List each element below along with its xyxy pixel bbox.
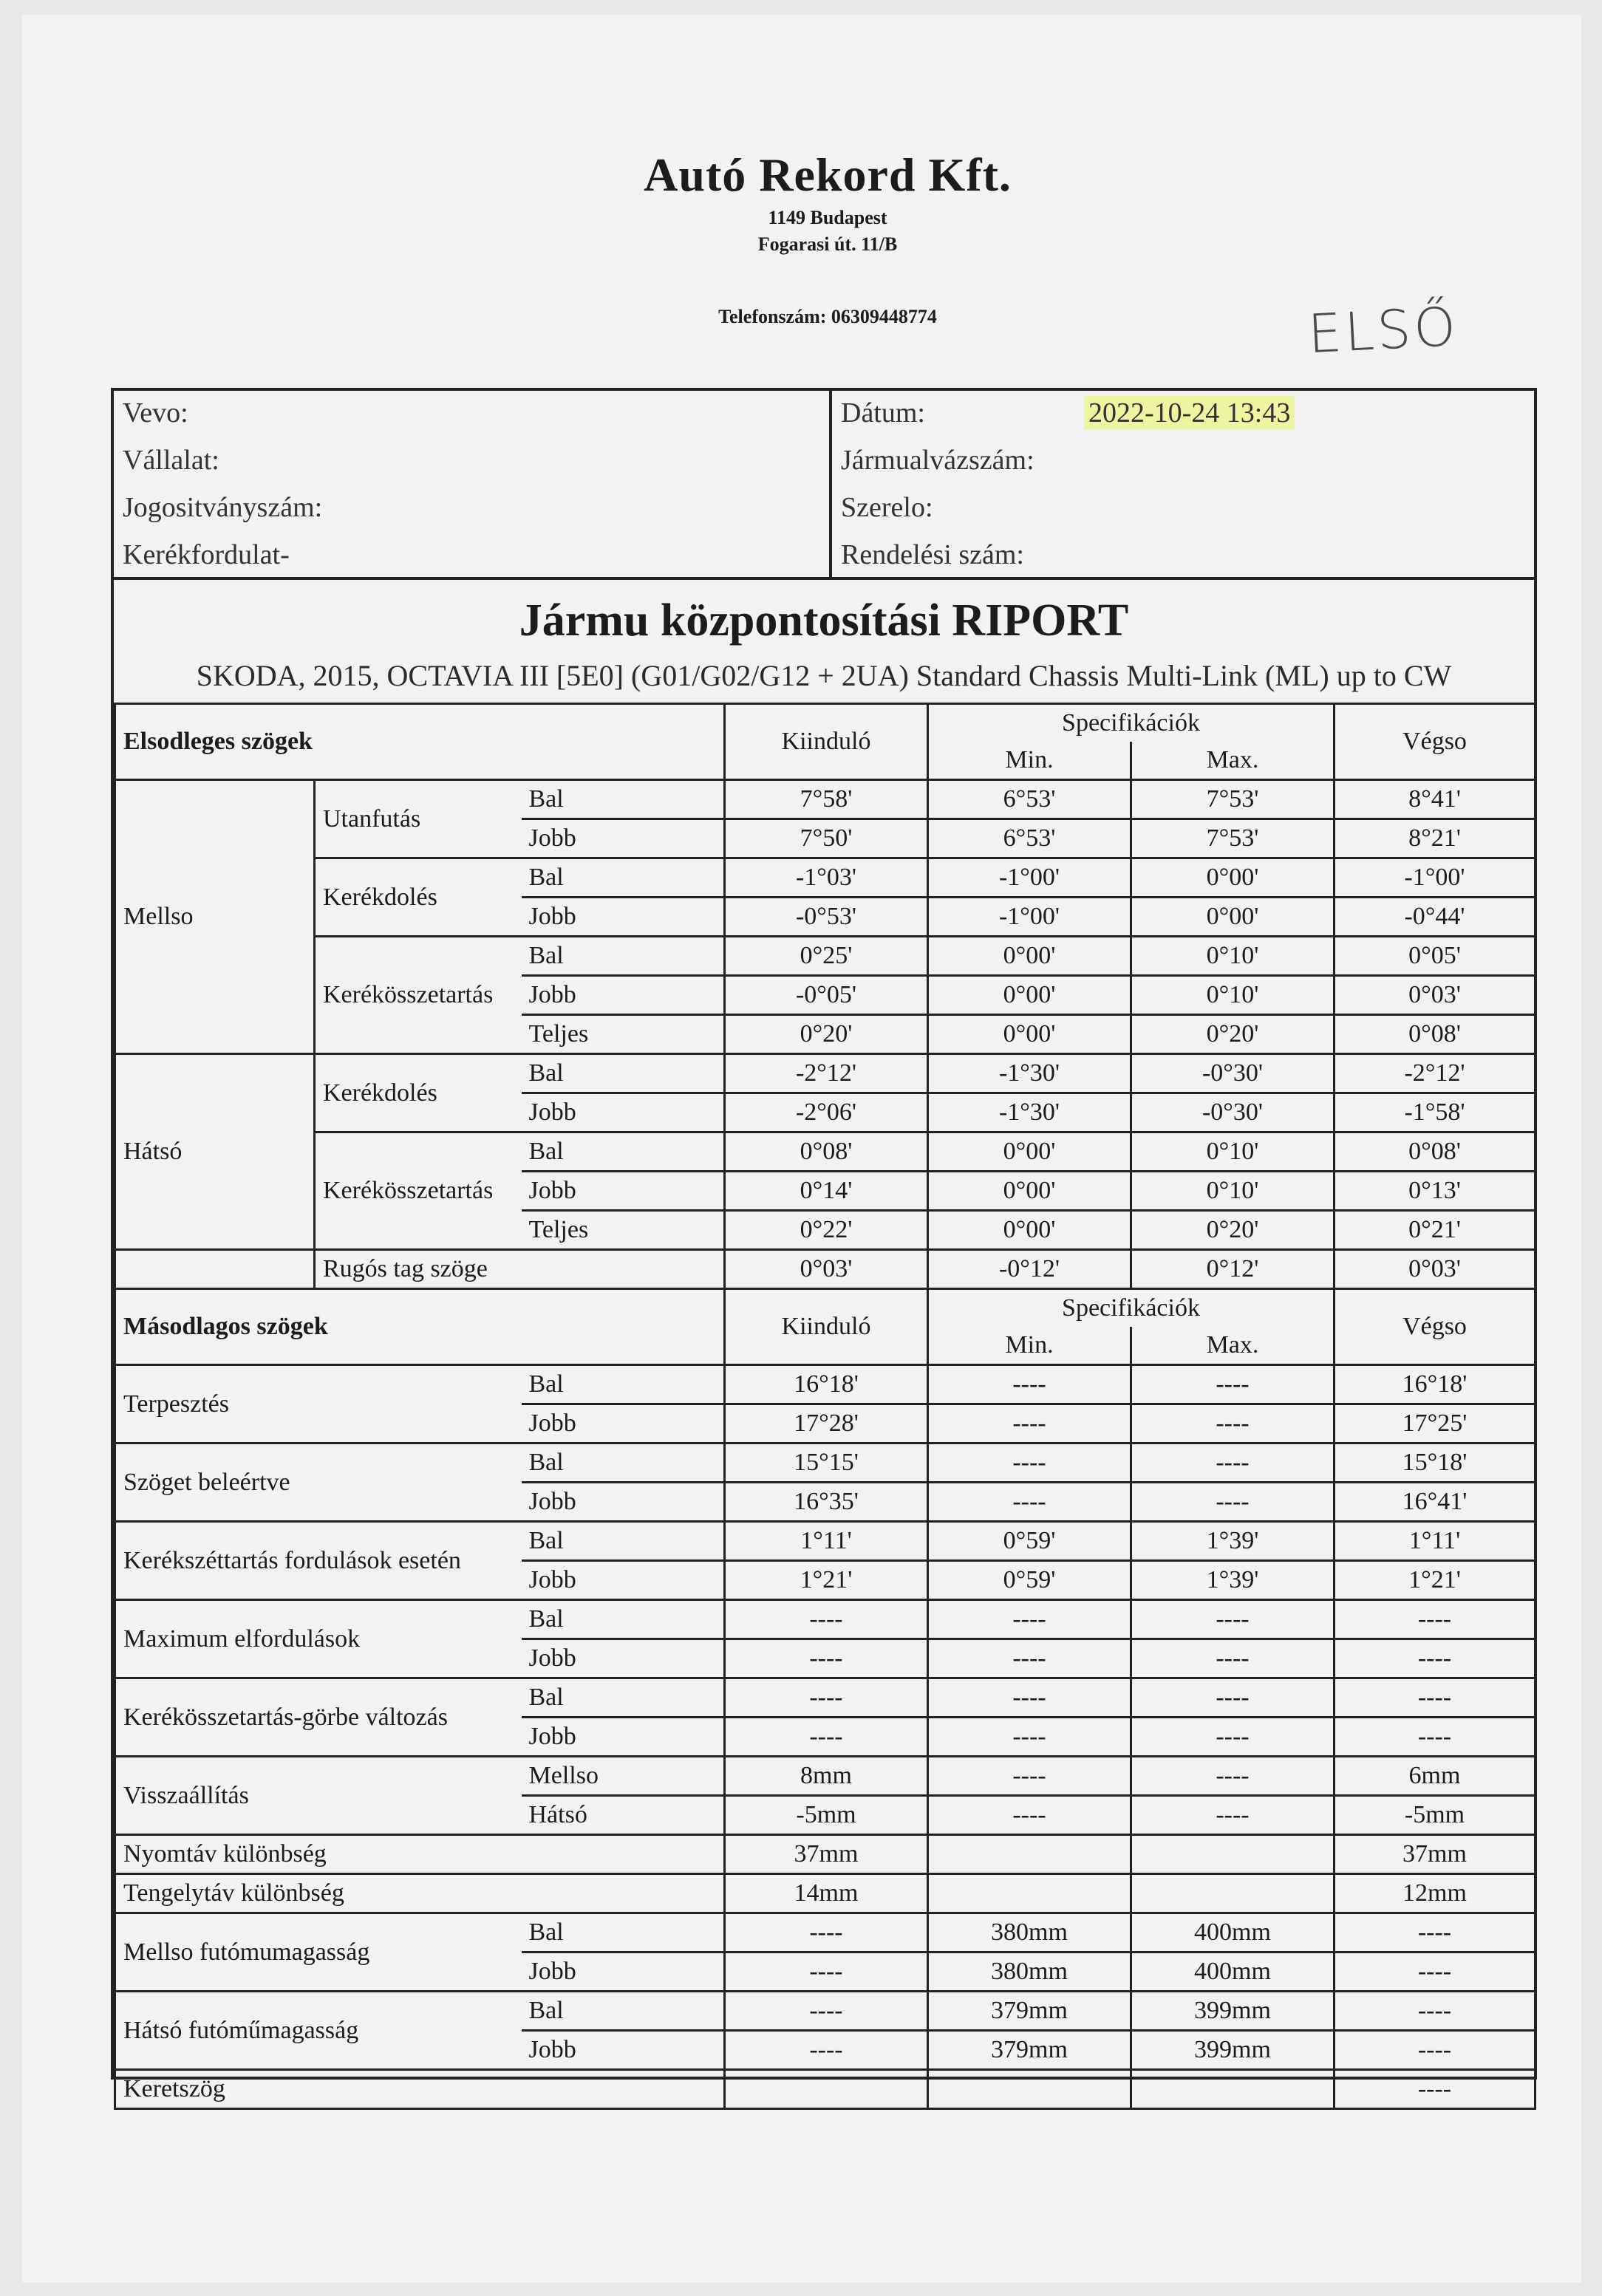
value-kiindulo: -0°53' xyxy=(725,898,928,937)
axle-label-mellso: Mellso xyxy=(115,780,315,1054)
value-vegso: 0°03' xyxy=(1335,1250,1535,1289)
value-max: 0°12' xyxy=(1131,1250,1335,1289)
secondary-row xyxy=(115,1757,1535,1796)
value-vegso: 0°05' xyxy=(1335,937,1535,976)
header-row xyxy=(115,1289,1535,1328)
company-city: 1149 Budapest xyxy=(768,207,887,228)
value-max: ---- xyxy=(1131,1483,1335,1522)
value-max: 400mm xyxy=(1131,1913,1335,1952)
value-max: ---- xyxy=(1131,1404,1335,1443)
value-min: ---- xyxy=(928,1678,1131,1718)
side-label: Bal xyxy=(522,1522,725,1561)
side-label: Jobb xyxy=(522,1718,725,1757)
value-vegso: 0°13' xyxy=(1335,1172,1535,1211)
value-min: 379mm xyxy=(928,2031,1131,2070)
company-phone: Telefonszám: 06309448774 xyxy=(718,306,937,327)
value-max xyxy=(1131,1835,1335,1874)
primary-row xyxy=(115,858,1535,898)
value-kiindulo: -2°06' xyxy=(725,1093,928,1132)
side-label: Bal xyxy=(522,1054,725,1093)
value-min: ---- xyxy=(928,1718,1131,1757)
value-kiindulo: 16°18' xyxy=(725,1365,928,1404)
value-max: -0°30' xyxy=(1131,1093,1335,1132)
value-kiindulo: 1°21' xyxy=(725,1561,928,1600)
value-vegso: ---- xyxy=(1335,1639,1535,1678)
measure-label: Tengelytáv különbség xyxy=(115,1874,522,1913)
value-kiindulo: ---- xyxy=(725,1952,928,1992)
value-min: ---- xyxy=(928,1365,1131,1404)
value-kiindulo: ---- xyxy=(725,1913,928,1952)
value-kiindulo: ---- xyxy=(725,1678,928,1718)
value-kiindulo: 0°25' xyxy=(725,937,928,976)
value-max: 0°10' xyxy=(1131,1172,1335,1211)
field-rendelesi: Rendelési szám: xyxy=(841,539,1024,570)
value-vegso: 12mm xyxy=(1335,1874,1535,1913)
value-max xyxy=(1131,1874,1335,1913)
side-label: Jobb xyxy=(522,1561,725,1600)
value-vegso: ---- xyxy=(1335,1952,1535,1992)
col-header-kiindulo: Kiinduló xyxy=(725,1289,928,1365)
axle-label-hatso: Hátsó xyxy=(115,1054,315,1250)
side-label: Hátsó xyxy=(522,1796,725,1835)
report-title: Jármu központosítási RIPORT xyxy=(519,595,1129,646)
value-max: ---- xyxy=(1131,1443,1335,1483)
field-szerelo: Szerelo: xyxy=(841,492,933,523)
side-label: Bal xyxy=(522,1678,725,1718)
value-min: 379mm xyxy=(928,1992,1131,2031)
measure-label: Nyomtáv különbség xyxy=(115,1835,522,1874)
value-min: 0°59' xyxy=(928,1522,1131,1561)
measure-label: Visszaállítás xyxy=(115,1757,522,1835)
value-max: 0°10' xyxy=(1131,976,1335,1015)
side-label: Teljes xyxy=(522,1211,725,1250)
value-kiindulo: 0°08' xyxy=(725,1132,928,1172)
value-min: -1°00' xyxy=(928,898,1131,937)
value-min: 0°00' xyxy=(928,1211,1131,1250)
value-max: 1°39' xyxy=(1131,1522,1335,1561)
datum-label: Dátum: xyxy=(841,397,925,428)
measure-label: Szöget beleértve xyxy=(115,1443,522,1522)
value-max: ---- xyxy=(1131,1718,1335,1757)
value-kiindulo: ---- xyxy=(725,2031,928,2070)
field-datum xyxy=(832,391,1534,438)
value-vegso: ---- xyxy=(1335,1678,1535,1718)
secondary-row xyxy=(115,1443,1535,1483)
side-label: Jobb xyxy=(522,1093,725,1132)
group-label: Kerékdolés xyxy=(315,1054,522,1132)
value-kiindulo: 8mm xyxy=(725,1757,928,1796)
value-vegso: 0°08' xyxy=(1335,1132,1535,1172)
value-kiindulo: 0°22' xyxy=(725,1211,928,1250)
value-max: 7°53' xyxy=(1131,819,1335,858)
side-label: Bal xyxy=(522,858,725,898)
value-vegso: 0°21' xyxy=(1335,1211,1535,1250)
value-max: 0°20' xyxy=(1131,1015,1335,1054)
side-label: Jobb xyxy=(522,1639,725,1678)
value-min: 0°00' xyxy=(928,937,1131,976)
handwritten-note: ELSŐ xyxy=(1306,295,1461,366)
field-vevo: Vevo: xyxy=(123,397,188,428)
side-label: Jobb xyxy=(522,2031,725,2070)
field-kerekfordulat: Kerékfordulat- xyxy=(123,539,290,570)
value-kiindulo: 7°50' xyxy=(725,819,928,858)
value-kiindulo: ---- xyxy=(725,1639,928,1678)
value-vegso: 1°11' xyxy=(1335,1522,1535,1561)
value-max: ---- xyxy=(1131,1796,1335,1835)
value-max: 0°00' xyxy=(1131,898,1335,937)
value-min: ---- xyxy=(928,1600,1131,1639)
group-label: Utanfutás xyxy=(315,780,522,858)
value-max: 400mm xyxy=(1131,1952,1335,1992)
primary-row xyxy=(115,937,1535,976)
value-min: 6°53' xyxy=(928,780,1131,819)
value-kiindulo: -0°05' xyxy=(725,976,928,1015)
value-min: -1°30' xyxy=(928,1093,1131,1132)
measure-label: Hátsó futóműmagasság xyxy=(115,1992,522,2070)
value-vegso: 16°18' xyxy=(1335,1365,1535,1404)
side-label: Jobb xyxy=(522,898,725,937)
value-vegso: ---- xyxy=(1335,2070,1535,2109)
value-kiindulo xyxy=(725,2070,928,2109)
value-vegso: 8°21' xyxy=(1335,819,1535,858)
secondary-row xyxy=(115,1874,1535,1913)
side-label: Teljes xyxy=(522,1015,725,1054)
value-max: 399mm xyxy=(1131,2031,1335,2070)
value-min: 380mm xyxy=(928,1913,1131,1952)
secondary-row xyxy=(115,1365,1535,1404)
measure-label: Kerékszéttartás fordulások esetén xyxy=(115,1522,522,1600)
value-vegso: -1°00' xyxy=(1335,858,1535,898)
side-label: Mellso xyxy=(522,1757,725,1796)
side-label xyxy=(522,1835,725,1874)
value-kiindulo: 37mm xyxy=(725,1835,928,1874)
side-label xyxy=(522,2070,725,2109)
alignment-table xyxy=(114,703,1536,2110)
measure-label: Mellso futómumagasság xyxy=(115,1913,522,1992)
primary-row xyxy=(115,1132,1535,1172)
side-label: Jobb xyxy=(522,819,725,858)
side-label: Bal xyxy=(522,1443,725,1483)
value-kiindulo: 7°58' xyxy=(725,780,928,819)
value-max: ---- xyxy=(1131,1365,1335,1404)
value-min: 6°53' xyxy=(928,819,1131,858)
secondary-row xyxy=(115,1835,1535,1874)
value-vegso: ---- xyxy=(1335,1600,1535,1639)
measure-label: Keretszög xyxy=(115,2070,522,2109)
measure-label: Maximum elfordulások xyxy=(115,1600,522,1678)
group-label: Kerékösszetartás xyxy=(315,1132,522,1250)
value-max: ---- xyxy=(1131,1757,1335,1796)
value-min: -1°00' xyxy=(928,858,1131,898)
measure-label: Kerékösszetartás-görbe változás xyxy=(115,1678,522,1757)
group-label: Kerékdolés xyxy=(315,858,522,937)
value-vegso: ---- xyxy=(1335,1992,1535,2031)
value-min xyxy=(928,1835,1131,1874)
side-label: Bal xyxy=(522,1913,725,1952)
value-kiindulo: 15°15' xyxy=(725,1443,928,1483)
field-vallalat: Vállalat: xyxy=(123,445,219,476)
value-max: ---- xyxy=(1131,1600,1335,1639)
value-max: 0°20' xyxy=(1131,1211,1335,1250)
value-kiindulo: 0°14' xyxy=(725,1172,928,1211)
value-vegso: 0°03' xyxy=(1335,976,1535,1015)
side-label: Bal xyxy=(522,780,725,819)
paper-sheet xyxy=(22,15,1581,2283)
value-min xyxy=(928,1874,1131,1913)
value-vegso: 6mm xyxy=(1335,1757,1535,1796)
value-min: 0°00' xyxy=(928,1172,1131,1211)
value-min: 0°59' xyxy=(928,1561,1131,1600)
group-label: Rugós tag szöge xyxy=(315,1250,725,1289)
value-kiindulo: ---- xyxy=(725,1600,928,1639)
value-min: ---- xyxy=(928,1404,1131,1443)
primary-row xyxy=(115,780,1535,819)
secondary-section-title: Másodlagos szögek xyxy=(115,1289,725,1365)
value-min xyxy=(928,2070,1131,2109)
header-row xyxy=(115,704,1535,742)
customer-header xyxy=(114,391,1534,580)
value-kiindulo: 1°11' xyxy=(725,1522,928,1561)
value-kiindulo: -5mm xyxy=(725,1796,928,1835)
value-kiindulo: 14mm xyxy=(725,1874,928,1913)
secondary-row xyxy=(115,2070,1535,2109)
secondary-row xyxy=(115,1600,1535,1639)
secondary-row xyxy=(115,1913,1535,1952)
value-kiindulo: 0°20' xyxy=(725,1015,928,1054)
vehicle-description: SKODA, 2015, OCTAVIA III [5E0] (G01/G02/G12 + 2UA) Standard Chassis Multi-Link (ML) up to CW xyxy=(196,659,1452,692)
value-kiindulo: 17°28' xyxy=(725,1404,928,1443)
value-min: 0°00' xyxy=(928,1132,1131,1172)
value-vegso: ---- xyxy=(1335,1718,1535,1757)
value-vegso: 16°41' xyxy=(1335,1483,1535,1522)
value-kiindulo: ---- xyxy=(725,1992,928,2031)
side-label: Jobb xyxy=(522,976,725,1015)
value-max: 399mm xyxy=(1131,1992,1335,2031)
value-max: 0°10' xyxy=(1131,937,1335,976)
value-vegso: 37mm xyxy=(1335,1835,1535,1874)
value-max: 0°00' xyxy=(1131,858,1335,898)
value-max: -0°30' xyxy=(1131,1054,1335,1093)
value-vegso: 15°18' xyxy=(1335,1443,1535,1483)
value-min: ---- xyxy=(928,1796,1131,1835)
value-min: ---- xyxy=(928,1443,1131,1483)
side-label xyxy=(522,1874,725,1913)
side-label: Bal xyxy=(522,937,725,976)
customer-fields xyxy=(114,391,832,577)
group-label: Kerékösszetartás xyxy=(315,937,522,1054)
value-min: 0°00' xyxy=(928,976,1131,1015)
value-vegso: -2°12' xyxy=(1335,1054,1535,1093)
col-header-spec: Specifikációk xyxy=(928,1289,1335,1328)
col-header-min: Min. xyxy=(928,1327,1131,1365)
value-vegso: 17°25' xyxy=(1335,1404,1535,1443)
value-max: ---- xyxy=(1131,1678,1335,1718)
col-header-vegso: Végso xyxy=(1335,704,1535,780)
value-vegso: -5mm xyxy=(1335,1796,1535,1835)
side-label: Bal xyxy=(522,1132,725,1172)
value-max: ---- xyxy=(1131,1639,1335,1678)
value-min: -0°12' xyxy=(928,1250,1131,1289)
value-max: 1°39' xyxy=(1131,1561,1335,1600)
value-vegso: ---- xyxy=(1335,1913,1535,1952)
value-vegso: 0°08' xyxy=(1335,1015,1535,1054)
measure-label: Terpesztés xyxy=(115,1365,522,1443)
value-max xyxy=(1131,2070,1335,2109)
col-header-spec: Specifikációk xyxy=(928,704,1335,742)
value-max: 7°53' xyxy=(1131,780,1335,819)
empty-cell xyxy=(115,1250,315,1289)
col-header-max: Max. xyxy=(1131,1327,1335,1365)
company-street: Fogarasi út. 11/B xyxy=(757,233,898,255)
datum-value: 2022-10-24 13:43 xyxy=(1084,396,1295,430)
value-kiindulo: ---- xyxy=(725,1718,928,1757)
value-kiindulo: -2°12' xyxy=(725,1054,928,1093)
value-vegso: 8°41' xyxy=(1335,780,1535,819)
col-header-max: Max. xyxy=(1131,742,1335,780)
field-alvazszam: Jármualvázszám: xyxy=(841,445,1035,476)
vehicle-fields xyxy=(832,391,1534,577)
value-min: ---- xyxy=(928,1757,1131,1796)
value-min: -1°30' xyxy=(928,1054,1131,1093)
primary-row xyxy=(115,1250,1535,1289)
value-vegso: -1°58' xyxy=(1335,1093,1535,1132)
report-frame xyxy=(111,388,1537,2102)
value-kiindulo: 16°35' xyxy=(725,1483,928,1522)
secondary-row xyxy=(115,1678,1535,1718)
field-jogositvany: Jogositványszám: xyxy=(123,492,323,523)
side-label: Bal xyxy=(522,1365,725,1404)
side-label: Jobb xyxy=(522,1404,725,1443)
value-kiindulo: 0°03' xyxy=(725,1250,928,1289)
value-min: 0°00' xyxy=(928,1015,1131,1054)
side-label: Jobb xyxy=(522,1952,725,1992)
value-vegso: 1°21' xyxy=(1335,1561,1535,1600)
col-header-vegso: Végso xyxy=(1335,1289,1535,1365)
value-min: ---- xyxy=(928,1483,1131,1522)
primary-section-title: Elsodleges szögek xyxy=(115,704,725,780)
primary-row xyxy=(115,1054,1535,1093)
company-name: Autó Rekord Kft. xyxy=(644,148,1012,201)
value-min: 380mm xyxy=(928,1952,1131,1992)
side-label: Jobb xyxy=(522,1172,725,1211)
value-kiindulo: -1°03' xyxy=(725,858,928,898)
col-header-min: Min. xyxy=(928,742,1131,780)
side-label: Bal xyxy=(522,1992,725,2031)
side-label: Bal xyxy=(522,1600,725,1639)
secondary-row xyxy=(115,1522,1535,1561)
value-vegso: -0°44' xyxy=(1335,898,1535,937)
side-label: Jobb xyxy=(522,1483,725,1522)
value-min: ---- xyxy=(928,1639,1131,1678)
secondary-row xyxy=(115,1992,1535,2031)
value-max: 0°10' xyxy=(1131,1132,1335,1172)
value-vegso: ---- xyxy=(1335,2031,1535,2070)
col-header-kiindulo: Kiinduló xyxy=(725,704,928,780)
